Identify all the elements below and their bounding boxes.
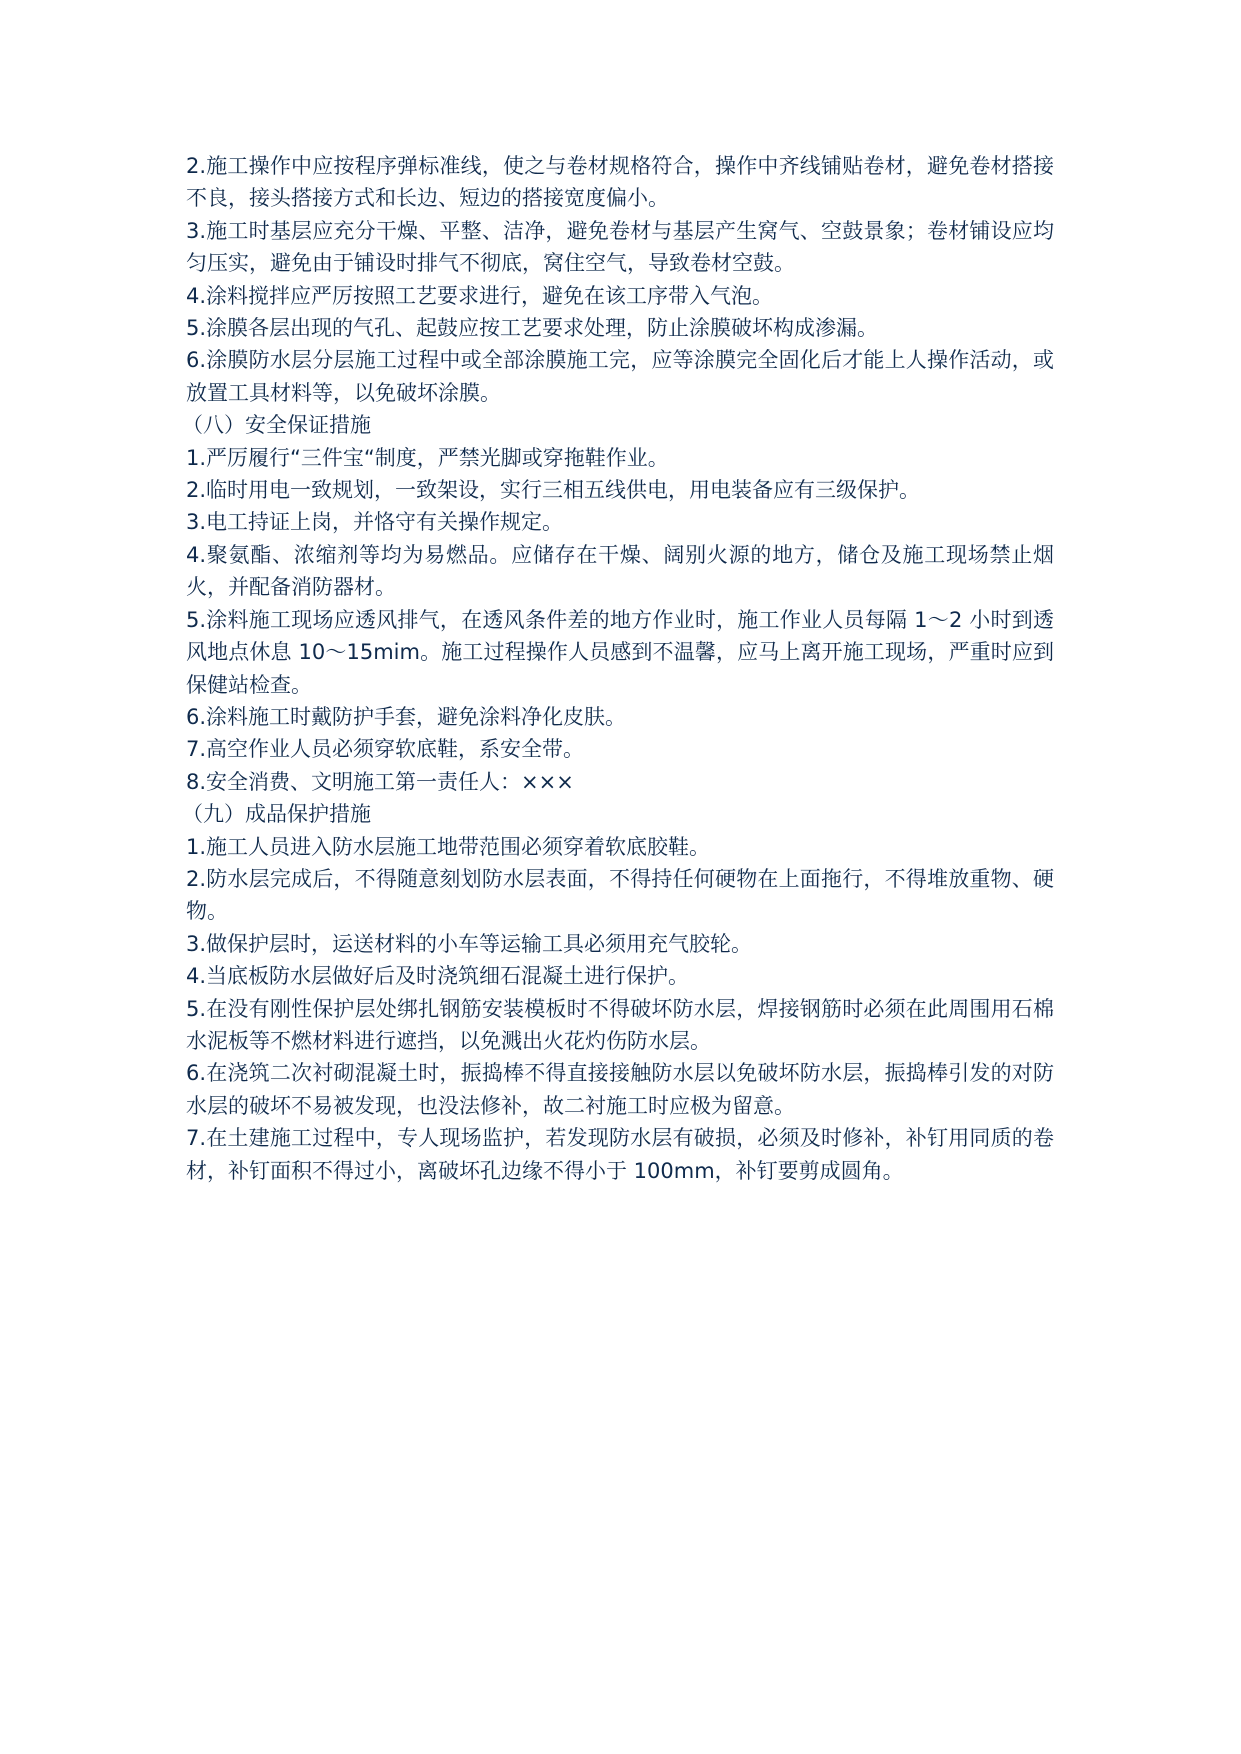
paragraph-item: 6.涂料施工时戴防护手套，避免涂料净化皮肤。 <box>186 704 627 729</box>
paragraph-item: 7.高空作业人员必须穿软底鞋，系安全带。 <box>186 737 585 762</box>
paragraph-item: 4.当底板防水层做好后及时浇筑细石混凝土进行保护。 <box>186 964 690 989</box>
section-heading-protection: （九）成品保护措施 <box>182 802 371 827</box>
paragraph-item: 2.施工操作中应按程序弹标准线，使之与卷材规格符合，操作中齐线铺贴卷材，避免卷材搭接不良，接头搭接方式和长边、短边的搭接宽度偏小。 <box>186 154 1054 211</box>
paragraph-item: 4.涂料搅拌应严厉按照工艺要求进行，避免在该工序带入气泡。 <box>186 283 774 308</box>
paragraph-item: 2.防水层完成后，不得随意刻划防水层表面，不得持任何硬物在上面拖行，不得堆放重物、硬物。 <box>186 866 1054 924</box>
paragraph-item: 3.做保护层时，运送材料的小车等运输工具必须用充气胶轮。 <box>186 931 753 956</box>
paragraph-item: 3.施工时基层应充分干燥、平整、洁净，避免卷材与基层产生窝气、空鼓景象；卷材铺设应均匀压实，避免由于铺设时排气不彻底，窝住空气，导致卷材空鼓。 <box>186 218 1054 276</box>
paragraph-item: 2.临时用电一致规划，一致架设，实行三相五线供电，用电装备应有三级保护。 <box>186 478 921 503</box>
paragraph-item: 3.电工持证上岗，并恪守有关操作规定。 <box>186 510 564 535</box>
document-page <box>182 150 1054 1187</box>
paragraph-item: 6.涂膜防水层分层施工过程中或全部涂膜施工完，应等涂膜完全固化后才能上人操作活动，或放置工具材料等，以免破坏涂膜。 <box>186 348 1054 405</box>
paragraph-item: 5.涂膜各层出现的气孔、起鼓应按工艺要求处理，防止涂膜破坏构成渗漏。 <box>186 316 879 341</box>
paragraph-item: 7.在土建施工过程中，专人现场监护，若发现防水层有破损，必须及时修补，补钉用同质的卷材，补钉面积不得过小，离破坏孔边缘不得小于 100mm，补钉要剪成圆角。 <box>186 1126 1054 1183</box>
paragraph-item: 1.严厉履行“三件宝“制度，严禁光脚或穿拖鞋作业。 <box>186 445 669 470</box>
paragraph-item: 4.聚氨酯、浓缩剂等均为易燃品。应储存在干燥、阔别火源的地方，储仓及施工现场禁止烟火，并配备消防器材。 <box>186 542 1054 600</box>
paragraph-item: 6.在浇筑二次衬砌混凝土时，振捣棒不得直接接触防水层以免破坏防水层，振捣棒引发的对防水层的破坏不易被发现，也没法修补，故二衬施工时应极为留意。 <box>186 1061 1054 1118</box>
paragraph-item: 1.施工人员进入防水层施工地带范围必须穿着软底胶鞋。 <box>186 834 711 859</box>
section-heading-safety: （八）安全保证措施 <box>182 413 371 438</box>
paragraph-item: 8.安全消费、文明施工第一责任人：××× <box>186 769 574 794</box>
paragraph-item: 5.在没有刚性保护层处绑扎钢筋安装模板时不得破坏防水层，焊接钢筋时必须在此周围用石棉水泥板等不燃材料进行遮挡，以免溅出火花灼伤防水层。 <box>186 996 1054 1053</box>
paragraph-item: 5.涂料施工现场应透风排气，在透风条件差的地方作业时，施工作业人员每隔 1～2 小时到透风地点休息 10～15mim。施工过程操作人员感到不温馨，应马上离开施工现场，严重时应到保健站检查。 <box>186 607 1054 697</box>
